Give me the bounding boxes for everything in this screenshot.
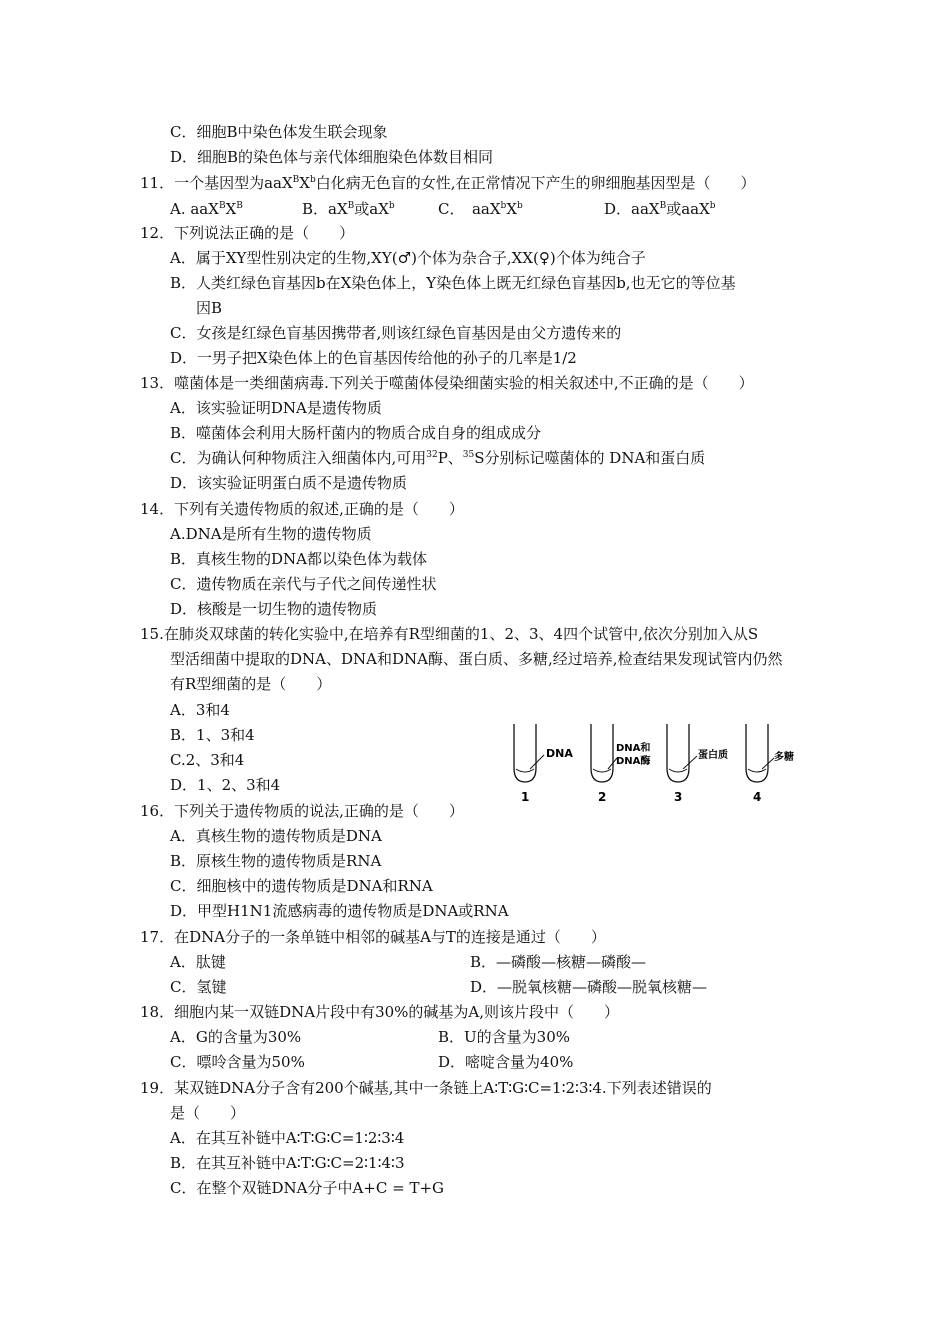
q18-option-d: D．嘧啶含量为40% (438, 1053, 574, 1071)
q16-option-a: A．真核生物的遗传物质是DNA (170, 827, 382, 845)
q11-stem: 11．一个基因型为$aaX^BX^b$白化病无色盲的女性,在正常情况下产生的卵细胞基因型是（ ） (140, 174, 756, 192)
q13-option-d: D．该实验证明蛋白质不是遗传物质 (170, 474, 408, 492)
q12-option-b-cont: 因B (196, 299, 223, 317)
tube-1-number: 1 (521, 790, 530, 804)
q10-option-d: D．细胞B的染色体与亲代体细胞染色体数目相同 (170, 148, 494, 166)
q14-option-c: C．遗传物质在亲代与子代之间传递性状 (170, 575, 437, 593)
q14-option-d: D．核酸是一切生物的遗传物质 (170, 600, 378, 618)
q13-option-b: B．噬菌体会利用大肠杆菌内的物质合成自身的组成成分 (170, 424, 542, 442)
q17-option-c: C．氢键 (170, 978, 227, 996)
q12-option-d: D．一男子把X染色体上的色盲基因传给他的孙子的几率是1/2 (170, 349, 577, 367)
test-tube-1 (514, 724, 573, 804)
q13-option-a: A．该实验证明DNA是遗传物质 (170, 399, 382, 417)
q14-option-b: B．真核生物的DNA都以染色体为载体 (170, 550, 428, 568)
q15-stem-line3: 有R型细菌的是（ ） (170, 675, 332, 693)
q17-option-a: A．肽键 (170, 953, 226, 971)
q19-option-c: C．在整个双链DNA分子中A+C = T+G (170, 1179, 444, 1197)
q16-stem: 16．下列关于遗传物质的说法,正确的是（ ） (140, 802, 464, 820)
q19-option-b: B．在其互补链中A∶T∶G∶C=2∶1∶4∶3 (170, 1154, 405, 1172)
q19-stem-line2: 是（ ） (170, 1104, 246, 1122)
q13-option-c: C．为确认何种物质注入细菌体内,可用$^{32}$P、$^{35}$S分别标记噬菌体的 DNA和蛋白质 (170, 449, 706, 467)
q11-option-c: C． $aaX^bX^b$ (438, 200, 523, 218)
q11-option-d: D．aaX$^B$或aaX$^b$ (604, 200, 716, 218)
q14-stem: 14．下列有关遗传物质的叙述,正确的是（ ） (140, 500, 464, 518)
q10-option-c: C．细胞B中染色体发生联会现象 (170, 123, 388, 141)
q14-option-a: A.DNA是所有生物的遗传物质 (170, 525, 372, 543)
q15-stem-line1: 15.在肺炎双球菌的转化实验中,在培养有R型细菌的1、2、3、4四个试管中,依次分别加入从S (140, 625, 759, 643)
q19-stem-line1: 19．某双链DNA分子含有200个碱基,其中一条链上A∶T∶G∶C=1∶2∶3∶4.下列表述错误的 (140, 1079, 712, 1097)
test-tube-figure (500, 722, 805, 807)
q11-option-a: A. $aaX^BX^B$ (170, 200, 243, 218)
q19-option-a: A．在其互补链中A∶T∶G∶C=1∶2∶3∶4 (170, 1129, 405, 1147)
q18-stem: 18．细胞内某一双链DNA片段中有30%的碱基为A,则该片段中（ ） (140, 1003, 620, 1021)
q15-stem-line2: 型活细菌中提取的DNA、DNA和DNA酶、蛋白质、多糖,经过培养,检查结果发现试管内仍然 (170, 650, 783, 668)
tube-4-label: 多糖 (774, 752, 794, 763)
q17-option-d: D．—脱氧核糖—磷酸—脱氧核糖— (470, 978, 708, 996)
q11-option-b: B．$aX^B$或$aX^b$ (302, 200, 395, 218)
q16-option-c: C．细胞核中的遗传物质是DNA和RNA (170, 877, 433, 895)
q18-option-b: B．U的含量为30% (438, 1028, 571, 1046)
q18-option-a: A．G的含量为30% (170, 1028, 302, 1046)
tube-4-number: 4 (753, 790, 762, 804)
test-tube-4 (746, 724, 794, 804)
q15-option-c: C.2、3和4 (170, 751, 245, 769)
q12-option-b: B．人类红绿色盲基因b在X染色体上，Y染色体上既无红绿色盲基因b,也无它的等位基 (170, 274, 736, 292)
q16-option-b: B．原核生物的遗传物质是RNA (170, 852, 382, 870)
q12-option-c: C．女孩是红绿色盲基因携带者,则该红绿色盲基因是由父方遗传来的 (170, 324, 622, 342)
test-tube-2 (591, 724, 650, 804)
q15-option-b: B．1、3和4 (170, 726, 255, 744)
tube-2-number: 2 (598, 790, 607, 804)
q15-option-d: D．1、2、3和4 (170, 776, 281, 794)
q16-option-d: D．甲型H1N1流感病毒的遗传物质是DNA或RNA (170, 902, 509, 920)
q17-stem: 17．在DNA分子的一条单链中相邻的碱基A与T的连接是通过（ ） (140, 928, 606, 946)
tube-3-label: 蛋白质 (698, 750, 728, 761)
q17-option-b: B．—磷酸—核糖—磷酸— (470, 953, 647, 971)
q13-stem: 13．噬菌体是一类细菌病毒.下列关于噬菌体侵染细菌实验的相关叙述中,不正确的是（ ） (140, 374, 754, 392)
tube-3-number: 3 (674, 790, 683, 804)
q12-option-a: A．属于XY型性别决定的生物,XY(♂)个体为杂合子,XX(♀)个体为纯合子 (170, 249, 646, 267)
q15-option-a: A．3和4 (170, 701, 230, 719)
tube-1-label: DNA (546, 747, 573, 760)
tube-2-label-line2: DNA酶 (616, 756, 651, 767)
test-tube-3 (667, 724, 728, 804)
tube-2-label-line1: DNA和 (616, 743, 651, 754)
q12-stem: 12．下列说法正确的是（ ） (140, 224, 355, 242)
q18-option-c: C．嘌呤含量为50% (170, 1053, 305, 1071)
